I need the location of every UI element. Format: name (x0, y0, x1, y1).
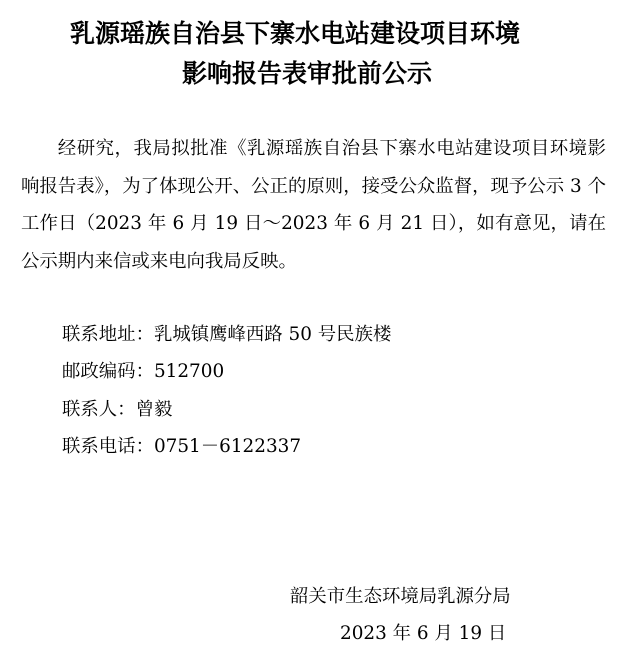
document-title-line-1: 乳源瑶族自治县下寨水电站建设项目环境 (69, 19, 520, 48)
signature-organization: 韶关市生态环境局乳源分局 (290, 586, 511, 607)
signature-date: 2023 年 6 月 19 日 (340, 623, 507, 644)
body-paragraph: 经研究，我局拟批准《乳源瑶族自治县下寨水电站建设项目环境影响报告表》，为了体现公开、公正的原则，接受公众监督，现予公示 3 个工作日（2023 年 6 月 19 日～2023 年 6 月 21 日），如有意见，请在公示期内来信或来电向我局反映。 (21, 138, 606, 272)
contact-address: 联系地址：乳城镇鹰峰西路 50 号民族楼 (62, 324, 392, 345)
contact-phone: 联系电话：0751－6122337 (62, 436, 302, 457)
contact-person: 联系人：曾毅 (62, 399, 173, 420)
document-title-line-2: 影响报告表审批前公示 (181, 59, 432, 88)
contact-postcode: 邮政编码：512700 (62, 361, 225, 382)
